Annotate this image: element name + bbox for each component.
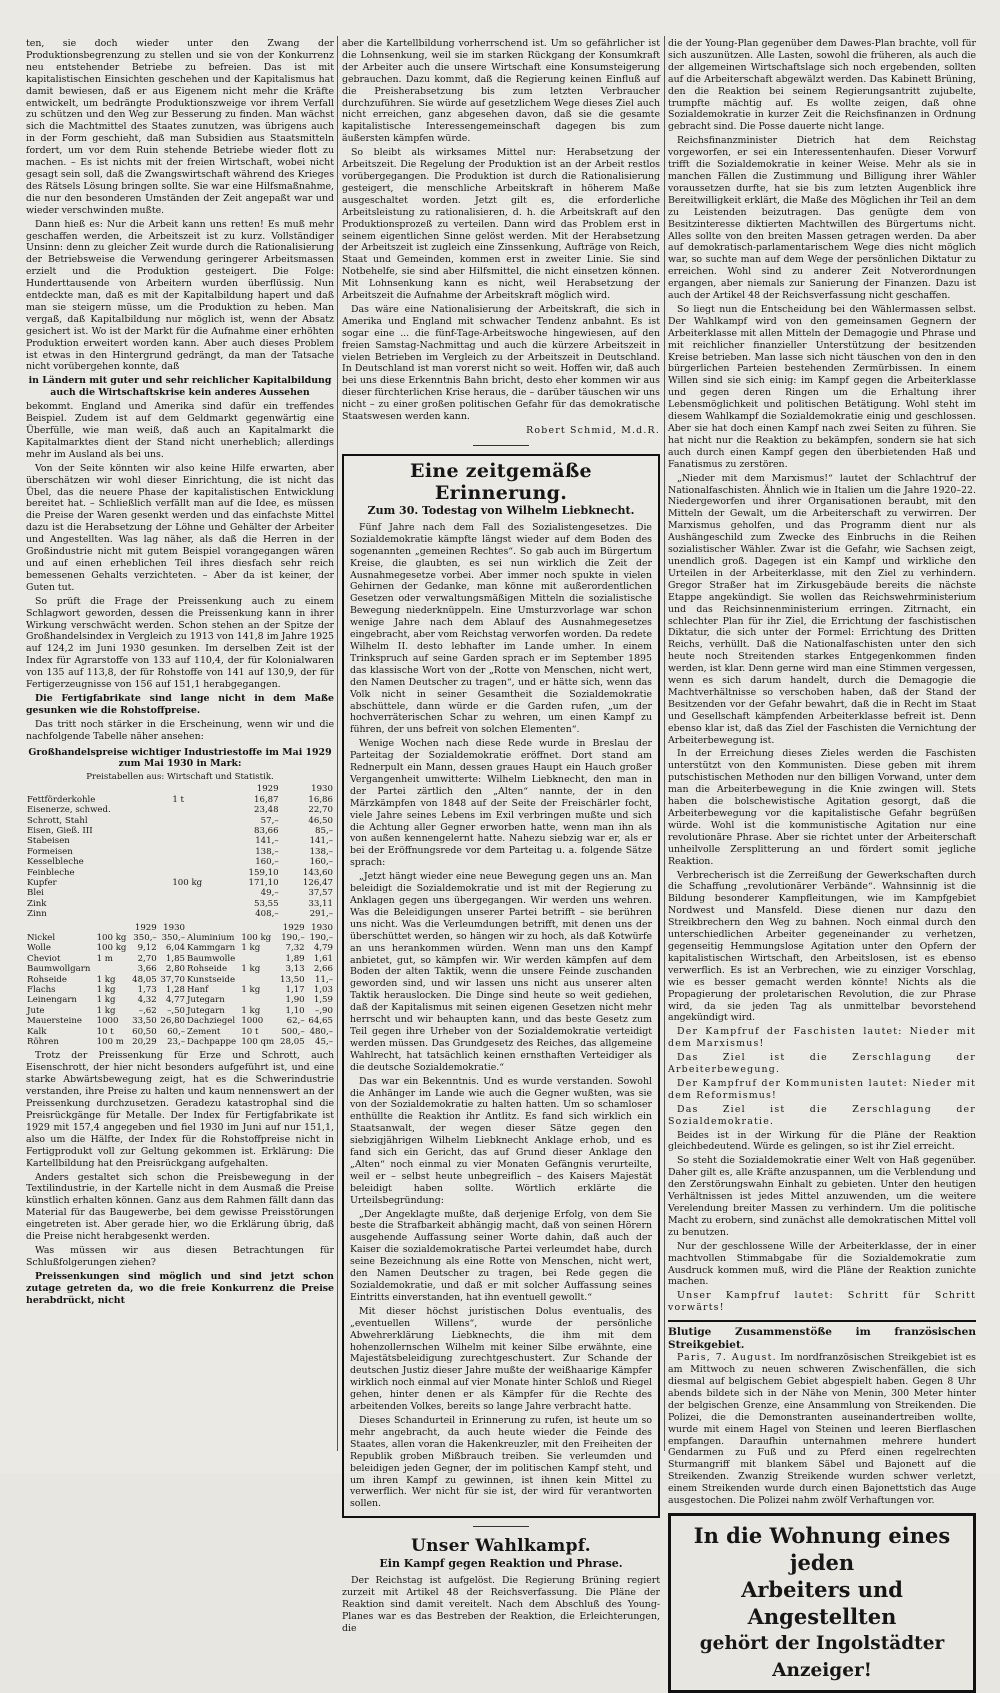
table-row [26, 1006, 334, 1016]
article-subheadline: Ein Kampf gegen Reaktion und Phrase. [379, 1557, 623, 1571]
table-cell: Leinengarn [27, 995, 77, 1006]
table-cell: 1,61 [313, 953, 333, 964]
ad-line: gehört der Ingolstädter Anzeiger! [699, 1632, 945, 1681]
article-paragraph: Trotz der Preissenkung für Erze und Schrott, auch Eisenschrott, der hier nicht besonders aufgeführt ist, und eine starke Abwärtsbewegung zeigt, hat es die Schwerindustrie verstanden, ihre Preise zu halten und kaum nennenswert an der Preissenkung durchzusetzen. Geradezu katastrophal sind die Preisrückgänge für Metalle. Der Index für Fertigfabrikate ist 1929 mit 157,4 angegeben und fiel 1930 im Juni auf nur 151,1, also um die Hälfte, der Index für die Rohstoffpreise nicht in Fertigprodukt voll zur Geltung gekommen ist. Erklärung: Die Kartellbildung hat den Preisrückgang aufgehalten. [26, 1050, 334, 1169]
article-paragraph: Das war ein Bekenntnis. Und es wurde verstanden. Sowohl die Anhänger im Lande wie auch die Gegner wußten, was sie von der Sozialdemokratie zu halten hatten. Um so schamloser enthüllte die Reaktion ihr Antlitz. Es fand sich wirklich ein Staatsanwalt, der wegen dieser Sätze gegen den siebzigjährigen Wilhelm Liebknecht Anklage erhob, und es fand sich ein Gericht, das auf Grund dieser Anklage den „Alten“ noch einmal zu vier Monaten Gefängnis verurteilte, weil er – selbst heute unbegreiflich – des Kaisers Majestät beleidigt haben sollte. Wörtlich erklärte die Urteilsbegründung: [350, 1075, 652, 1206]
table-cell: Formeisen [27, 846, 73, 857]
table-cell: 141,– [309, 836, 333, 847]
table-row [26, 826, 334, 836]
table-cell: Jutegarn [187, 1005, 225, 1016]
article-paragraph: So steht die Sozialdemokratie einer Welt von Haß gegenüber. Daher gilt es, alle Kräfte anzuspannen, um die Verblendung und den Zerstörungswahn Einhalt zu gebieten. Unter den heutigen Verhältnissen ist jedes Mittel anzuwenden, um die weitere Verelendung breiter Massen zu verhindern. Um die politische Macht zu erobern, sind zunächst alle demokratischen Mittel voll zu benutzen. [668, 1155, 976, 1238]
table-cell: 141,– [255, 836, 279, 847]
table-cell: 37,70 [160, 974, 186, 985]
divider [473, 1526, 529, 1527]
ad-line: In die Wohnung eines jeden [693, 1522, 951, 1575]
table-cell: 160,– [309, 857, 333, 868]
table-cell: 1 kg [96, 974, 116, 985]
table-cell: 1 kg [96, 985, 116, 995]
article-paragraph: aber die Kartellbildung vorherrschend ist. Um so gefährlicher ist die Lohnsenkung, weil sie im starken Rückgang der Konsumkraft der Arbeiter auch die unsere Wirtschaft eine Konsumsteigerung gebrauchen. Dazu kommt, daß die Regierung keinen Einfluß auf die Preisherabsetzung bis zum letzten Verbraucher durchzuführen. Sie würde auf gesetzlichem Wege dieses Ziel auch nicht erreichen, ganz abgesehen davon, daß sie die gesamte kapitalistische Interessengemeinschaft dagegen bis zum äußersten kämpfen würde. [342, 38, 660, 145]
article-paragraph: Dieses Schandurteil in Erinnerung zu rufen, ist heute um so mehr angebracht, da auch heute wieder die Feinde des Staates, allen voran die Hakenkreuzler, mit den Freiheiten der Republik groben Mißbrauch treiben. Sie verleumden und beleidigen jeden Gegner, der im politischen Kampf steht, und um ihren Kampf zu gewinnen, ist ihnen kein Mittel zu verwerflich. Wer nicht für sie ist, der wird für verantworten sollen. [350, 1414, 652, 1510]
table-row [26, 995, 334, 1005]
table-cell: Flachs [27, 985, 56, 995]
newspaper-advertisement [668, 1513, 976, 1693]
table-cell: 45,– [315, 1037, 333, 1048]
article-box-liebknecht [342, 454, 660, 1518]
table-cell: Rohseide [27, 974, 68, 985]
table-cell: 1 kg [241, 964, 261, 975]
table-cell: 53,55 [254, 898, 279, 909]
table-cell: Baumwolle [187, 953, 236, 964]
year-header: 1929 [256, 784, 279, 795]
table-cell: 1,89 [285, 953, 305, 964]
table-cell: Jutegarn [187, 995, 225, 1006]
table-cell: 408,– [255, 909, 279, 920]
article-paragraph: Beides ist in der Wirkung für die Pläne der Reaktion gleichbedeutend. Würde es gelingen, so ist ihr Ziel erreicht. [668, 1129, 976, 1153]
table-cell: 3,66 [137, 964, 157, 975]
table-cell: Kammgarn [187, 943, 236, 954]
table-cell: 4,32 [137, 995, 157, 1006]
table-row [26, 933, 334, 943]
article-paragraph: Was müssen wir aus diesen Betrachtungen für Schlußfolgerungen ziehen? [26, 1244, 334, 1268]
table-row [26, 805, 334, 815]
table-cell: 1 m [96, 953, 113, 964]
table-cell: 138,– [255, 846, 279, 857]
year-header: 1929 [282, 922, 305, 933]
table-cell: 22,70 [308, 805, 333, 816]
table-cell: 1 kg [241, 943, 261, 954]
table-cell: Kesselbleche [27, 857, 84, 868]
price-table-2 [26, 923, 334, 1048]
article-paragraph: Nur der geschlossene Wille der Arbeiterklasse, der in einer machtvollen Stimmabgabe für die Sozialdemokratie zum Ausdruck kommen muß, wird die Pläne der Reaktion zunichte machen. [668, 1240, 976, 1288]
table-cell: 11,– [315, 974, 333, 985]
table-cell: Kalk [27, 1026, 47, 1037]
table-cell: Nickel [27, 932, 56, 943]
quote-paragraph: „Der Angeklagte mußte, daß derjenige Erfolg, von dem Sie beste die Strafbarkeit abhängig macht, daß von seinen Hörern ausgehende Auffassung seiner Worte dahin, daß auch der Kaiser die sozialdemokratische Partei verleumdet habe, durch seine Bezeichnung als eine Rotte von Menschen, nicht wert, den Namen Deutscher zu tragen, bei Rede gegen die Sozialdemokratie, und daß er mit solcher Auffassung seines Eintritts einverstanden, hat ihn eventuell gewollt.“ [350, 1208, 652, 1303]
article-paragraph: Das wäre eine Nationalisierung der Arbeitskraft, die sich in Amerika und England mit schwacher Tendenz anbahnt. Es ist sogar eine ... die fünf-Tage-Arbeitswoche hingewiesen, auf den freien Samstag-Nachmittag und auch die kürzere Arbeitszeit in vielen Betrieben im Vergleich zu der Arbeitszeit in Deutschland. In Deutschland ist man vorerst nicht so weit. Hoffen wir, daß auch bei uns diese Erkenntnis Bahn bricht, desto eher kommen wir aus dieser fürchterlichen Krise heraus, die – darüber täuschen wir uns nicht – zu einer großen politischen Gefahr für das demokratische Staatswesen werden kann. [342, 303, 660, 423]
article-paragraph: So prüft die Frage der Preissenkung auch zu einem Schlagwort geworden, dessen die Preissenkung kann in ihrer Wirkung verschwächt werden. Schon stehen an der Spitze der Großhandelsindex in Vergleich zu 1913 von 141,8 im Jahre 1925 auf 124,2 im Juni 1930 gesunken. Im derselben Zeit ist der Index für Agrarstoffe von 133 auf 110,4, der für Kolonialwaren von 135 auf 113,8, der für Rohstoffe von 141 auf 130,9, der für Fertigerzeugnisse von 156 auf 151,1 herabgegangen. [26, 595, 334, 691]
table-cell: 480,– [309, 1026, 333, 1037]
table-row [26, 964, 334, 974]
ad-line: Arbeiters und Angestellten [741, 1576, 903, 1629]
table-cell: Eisen, Gieß. III [27, 825, 93, 836]
author-signature: Robert Schmid, M.d.R. [526, 425, 660, 436]
table-cell: 190,– [309, 932, 333, 943]
table-cell: 4,77 [165, 995, 186, 1006]
table-row [26, 795, 334, 805]
article-paragraph: Preissenkungen sind möglich und sind jetzt schon zutage getreten da, wo die freie Konkurrenz die Preise herabdrückt, nicht [26, 1270, 334, 1306]
table-cell: 20,29 [132, 1037, 157, 1048]
year-header: 1930 [163, 922, 186, 933]
table-cell: 62,– [286, 1016, 305, 1027]
table-cell: –,62 [138, 1005, 157, 1016]
table-cell: Schrott, Stahl [27, 815, 88, 826]
table-cell: 28,05 [280, 1037, 305, 1048]
article-paragraph: So bleibt als wirksames Mittel nur: Herabsetzung der Arbeitszeit. Die Regelung der Produktion ist an der Arbeit restlos vorübergegangen. Die Produktion ist durch die Rationalisierung gesteigert, die menschliche Arbeitskraft in höherem Maße ausgeschaltet worden. Jetzt gilt es, die erforderliche Arbeitsleistung zu rationalisieren, d. h. die Arbeitskraft auf den Produktionsprozeß zu verteilen. Dann wird das Problem erst in seinem eigentlichen Sinne gelöst werden. Mit der Herabsetzung der Arbeitszeit ist zugleich eine Zinssenkung, Aufträge von Reich, Staat und Gemeinden, kommen erst in zweiter Linie. Sie sind Notbehelfe, sie sind aber Hilfsmittel, die nicht einsetzen können. Mit Lohnsenkung kann es nicht, weil Herabsetzung der Arbeitszeit die Aufnahme der Arbeitskraft möglich wird. [342, 147, 660, 302]
table-cell: 48,05 [132, 974, 157, 985]
table-cell: Eisenerze, schwed. [27, 805, 111, 816]
year-header: 1929 [134, 922, 157, 933]
slogan-line: Unser Kampfruf lautet: Schritt für Schritt vorwärts! [668, 1290, 976, 1314]
table-cell: 49,– [260, 888, 279, 899]
article-paragraph: In der Erreichung dieses Zieles werden die Faschisten unterstützt von den Kommunisten. Diese geben mit ihrem putschistischen Methoden nur den billigen Vorwand, unter dem man die Arbeiterbewegung in die Knie zwingen will. Stets haben die bolschewistische Agitation gesorgt, daß die Arbeiterbewegung vor die kapitalistische Gefahr begrüßen würde. Wohl ist die kommunistische Agitation nur eine revolutionäre Phrase. Aber sie richtet unter der Arbeiterschaft unheilvolle Zersplitterung an und fördert somit jegliche Reaktion. [668, 748, 976, 867]
year-header: 1930 [311, 922, 333, 933]
table-cell: 4,79 [313, 943, 333, 954]
table-cell: 126,47 [302, 877, 333, 888]
table-cell: 10 t [241, 1026, 259, 1037]
table-cell: 1,17 [285, 985, 305, 995]
table-cell: Rohseide [187, 964, 228, 975]
year-header: 1930 [311, 784, 333, 795]
column-rule [664, 36, 665, 1451]
table-cell: –,90 [315, 1005, 333, 1016]
table-cell: Baumwollgarn [27, 964, 91, 975]
table-cell: 46,50 [308, 815, 333, 826]
table-cell [171, 805, 225, 815]
table-cell: 16,87 [254, 794, 279, 805]
article-paragraph: So liegt nun die Entscheidung bei den Wählermassen selbst. Der Wahlkampf wird von den gemeinsamen Gegnern der Arbeiterklasse mit allen Mitteln der Demagogie und Phrase und mit reichlicher finanzieller Unterstützung der besitzenden Kreise betrieben. Man lasse sich nicht täuschen von den in den bürgerlichen Parteien bestehenden Zermürbissen. In einem Willen sind sie sich einig: im Kampf gegen die Arbeiterklasse und gegen deren Ringen um die Erhaltung ihrer Lebensmöglichkeit und politischen Betätigung. Wohl steht im diesem Wahlkampf die Sozialdemokratie einig und geschlossen. Aber sie hat doch einen Kampf nach zwei Seiten zu führen. Sie hat nicht nur die Reaktion zu bekämpfen, sondern sie hat sich auch durch einen Kampf gegen den überbietenden Haß und Fanatismus zu zerstören. [668, 303, 976, 470]
article-paragraph: Mit dieser höchst juristischen Dolus eventualis, des „eventuellen Willens“, wurde der persönliche Abwehrerklärung Liebknechts, die ihm mit dem hohenzollernschen Wilhelm mit keiner Silbe erwähnte, eine Majestätsbeleidigung zurechtgeschustert. Zur Schande der deutschen Justiz dieser Jahre mußte der weißhaarige Kämpfer wirklich noch einmal auf vier Monate hinter Schloß und Riegel gehen, hinter denen er als Kämpfer für die Rechte des arbeitenden Volkes, bereits so lange Jahre verbracht hatte. [350, 1305, 652, 1413]
table-cell: 6,04 [165, 943, 186, 954]
table-row [26, 1016, 334, 1026]
table-cell: 33,50 [132, 1016, 157, 1027]
article-paragraph: ten, sie doch wieder unter den Zwang der Produktionsbegrenzung zu stellen und sie von der Konkurrenz neu entstehender Betriebe zu befreien. Das ist mit kapitalistischen Einsichten geschehen und der Kapitalismus hat damit bewiesen, daß er aus Eigenem nicht mehr die Kräfte entwickelt, um bedrängte Produktionszweige vor ihrem Verfall zu schützen und den Weg zur Besserung zu finden. Man wächst sich die Machtmittel des Staates zunutzen, was übrigens auch in der Form geschieht, daß man Subsidien aus Staatsmitteln fordert, um vor dem Ruin stehende Betriebe wieder flott zu machen. – Es ist nichts mit der freien Wirtschaft, wobei nicht gesagt sein soll, daß die Zwangswirtschaft während des Krieges des Rätsels Lösung bringen sollte. Sie war eine Hilfsmaßnahme, die nur den besonderen Umständen der Zeit angepaßt war und wieder verschwinden mußte. [26, 38, 334, 216]
emphasis-line: Die Fertigfabrikate sind lange nicht in dem Maße gesunken wie die Rohstoffpreise. [26, 692, 334, 716]
table-cell [171, 899, 225, 909]
table-cell: 60,– [167, 1026, 186, 1037]
table-cell: 159,10 [248, 867, 279, 878]
table-cell: 2,80 [165, 964, 186, 975]
article-paragraph: Dann hieß es: Nur die Arbeit kann uns retten! Es muß mehr geschaffen werden, die Arbeitszeit ist zu kurz. Vollständiger Unsinn: denn zu gleicher Zeit wurde durch die Rationalisierung der Betriebsweise die Verwendung geringerer Arbeitsmassen erzielt und die Produktion gesteigert. Die Folge: Hunderttausende von Arbeitern wurden überflüssig. Nun entdeckte man, daß es mit der Kapitalbildung hapert und daß man sie steigern müsse, um die Produktion zu heben. Man vergaß, daß Kapitalbildung nur möglich ist, wenn der Absatz gesichert ist. Wo ist der Markt für die Aufnahme einer erhöhten Produktion erweitert worden kann. Aber auch dieses Problem ist etwas in den Hintergrund gedrängt, da man der Tatsache nicht vorübergehen konnte, daß [26, 218, 334, 373]
table-cell: 2,66 [313, 964, 333, 975]
table-cell [171, 836, 225, 846]
table-cell: Zement [187, 1026, 221, 1037]
table-cell: 138,– [309, 846, 333, 857]
price-table-source: Preistabellen aus: Wirtschaft und Statistik. [86, 772, 274, 783]
article-paragraph: Der Reichstag ist aufgelöst. Die Regierung Brüning regiert zurzeit mit Artikel 48 der Reichsverfassung. Die Pläne der Reaktion sind damit vereitelt. Nach dem Abschluß des Young-Planes war es das Bestreben der Reaktion, die Erleichterungen, die [342, 1575, 660, 1634]
table-cell [171, 816, 225, 826]
table-cell: Wolle [27, 943, 52, 954]
table-cell [240, 995, 277, 1005]
table-cell [171, 909, 225, 919]
table-cell: 350,– [161, 932, 186, 943]
table-row [26, 857, 334, 867]
table-cell: Jute [27, 1005, 45, 1016]
table-cell: 1000 [241, 1016, 264, 1027]
table-cell: Blei [27, 888, 44, 899]
article-subheadline: Zum 30. Todestag von Wilhelm Liebknecht. [367, 503, 635, 517]
table-cell [240, 975, 277, 985]
table-cell: –,50 [167, 1005, 186, 1016]
table-row [26, 943, 334, 953]
table-cell: 1,90 [285, 995, 305, 1006]
article-paragraph: bekommt. England und Amerika sind dafür ein treffendes Beispiel. Zudem ist auf dem Geldmarkt gegenwärtig eine Überfülle, wie man weiß, daß auch an Kapitalmarkt die Kapitalmarktes dient der Stand nicht unerheblich; allerdings mehr im Ausland als bei uns. [26, 401, 334, 460]
table-cell: 171,10 [248, 877, 279, 888]
table-cell: 10 t [96, 1026, 114, 1037]
table-cell [171, 826, 225, 836]
table-cell: 190,– [281, 932, 305, 943]
table-cell: Dachziegel [187, 1016, 236, 1027]
table-row [26, 836, 334, 846]
table-cell: 1 kg [241, 1005, 261, 1016]
table-cell: Fettförderkohle [27, 794, 96, 805]
table-cell: 350,– [133, 932, 157, 943]
table-cell: 23,48 [254, 805, 279, 816]
table-cell: Kunstseide [187, 974, 236, 985]
table-cell: 83,66 [254, 825, 279, 836]
table-cell: 100 qm [241, 1037, 275, 1048]
article-paragraph: Von der Seite könnten wir also keine Hilfe erwarten, aber überschätzen wir wohl dieser Einrichtung, die ist nicht das Übel, das die neuere Phase der kapitalistischen Entwicklung bereitet hat. – Schließlich verfällt man auf die Idee, es müssen die Preise der Waren gesenkt werden und das einfachste Mittel dazu ist die Herabsetzung der Löhne und Gehälter der Arbeiter und Angestellten. Was lag näher, als daß die Herren in der Großindustrie nicht mit gutem Beispiel vorangegangen wären und auf einen erheblichen Teil ihres diesfach sehr reich bemessenen Gehalts verzichteten. – Aber da ist keiner, der Guten tut. [26, 462, 334, 593]
news-body: Im nordfranzösischen Streikgebiet ist es am Mittwoch zu neuen schweren Zwischenfällen, die sich diesmal auf belgischem Gebiet abgespielt haben. Gegen 8 Uhr abends bildete sich in der Nähe von Menin, 300 Meter hinter der belgischen Grenze, eine Ansammlung von Streikenden. Die Polizei, die die Demonstranten auseinandertreiben wollte, wurde mit einem Hagel von Steinen und leeren Bierflaschen empfangen. Daraufhin unternahmen mehrere hundert Gendarmen zu Fuß und zu Pferd einen regelrechten Sturmangriff mit blankem Säbel und Bajonett auf die Streikenden. Zwanzig Streikende wurden schwer verletzt, einem Streikenden wurde durch einen Bajonettstich das Auge ausgestochen. Die Polizei nahm zwölf Verhaftungen vor. [668, 1352, 976, 1507]
column-left [26, 38, 334, 1456]
column-rule [337, 36, 338, 1451]
slogan-line: Das Ziel ist die Zerschlagung der Sozialdemokratie. [668, 1103, 976, 1127]
table-cell: 60,50 [132, 1026, 157, 1037]
table-cell: 85,– [315, 825, 333, 836]
table-cell: 26,80 [160, 1016, 186, 1027]
table-cell: 64,65 [308, 1016, 333, 1027]
table-row [26, 847, 334, 857]
table-cell: 1,73 [137, 985, 157, 995]
table-cell: Mauersteine [27, 1016, 82, 1027]
slogan-line: Das Ziel ist die Zerschlagung der Arbeiterbewegung. [668, 1052, 976, 1076]
price-table-1 [26, 784, 334, 919]
table-cell: 7,32 [285, 943, 305, 954]
table-cell: 16,86 [308, 794, 333, 805]
table-cell: 23,– [167, 1037, 186, 1048]
table-cell: 37,57 [308, 888, 333, 899]
table-row [26, 868, 334, 878]
table-cell: Zink [27, 898, 47, 909]
table-cell: 1 kg [96, 1005, 116, 1016]
table-cell: 143,60 [302, 867, 333, 878]
table-cell: 1,10 [285, 1005, 305, 1016]
table-row [26, 1037, 334, 1047]
table-row [26, 954, 334, 964]
table-cell: 1,59 [313, 995, 333, 1006]
divider [473, 445, 529, 446]
table-cell: 1 t [172, 794, 184, 805]
quote-paragraph: „Jetzt hängt wieder eine neue Bewegung gegen uns an. Man beleidigt die Sozialdemokratie und ist mit der Regierung zu Anklagen gegen uns übergegangen. Wir werden uns wehren. Was die Beleidigungen unserer Partei betrifft – sie berühren uns nicht. Was die Verleumdungen betrifft, mit denen uns der überschüttet werden, so hängen wir zu hoch, als daß Kotwürfe an uns herankommen würden. Wenn man uns den Kampf anbietet, gut, so kämpfen wir. Wir werden kämpfen auf dem Boden der alten Taktik, wenn die unsere Feinde zuschanden geworden sind, und wir lassen uns nicht aus unserer alten Taktik herauslocken. Die Dinge sind heute so weit gediehen, daß der Kapitalismus mit seinen eigenen Gesetzen nicht mehr herrscht und wir behaupten kann, und das beste Gesetz zum Teil gegen ihre Urheber von der Sozialdemokratie verteidigt werden müssen. Das Grundgesetz des Reiches, das allgemeine Wahlrecht, hat tatsächlich keinen ernsthaften Verteidiger als die deutsche Sozialdemokratie.“ [350, 871, 652, 1073]
column-middle [342, 38, 660, 1634]
table-row [26, 878, 334, 888]
table-cell: Stabeisen [27, 836, 70, 847]
emphasis-line: in Ländern mit guter und sehr reichlicher Kapitalbildung auch die Wirtschaftskrise kein anderes Aussehen [28, 375, 332, 399]
article-headline: Unser Wahlkampf. [411, 1536, 591, 1557]
slogan-line: Der Kampfruf der Faschisten lautet: Nieder mit dem Marxismus! [668, 1026, 976, 1050]
table-cell: Hanf [187, 985, 209, 995]
table-cell: Cheviot [27, 953, 61, 964]
table-cell: 13,50 [280, 974, 305, 985]
table-cell: 1,85 [165, 953, 186, 964]
article-paragraph: Reichsfinanzminister Dietrich hat dem Reichstag vorgeworfen, er sei ein Interessentenhaufen. Dieser Vorwurf trifft die Sozialdemokratie in keiner Weise. Mehr als sie in manchen Fällen die Zustimmung und Billigung ihrer Wähler voraussetzen durfte, hat sie bis zum letzten Augenblick ihre Bereitwilligkeit erklärt, die Maße des Möglichen ihr Teil an dem zu Leistenden beizutragen. Das genügte dem von Besitzinteresse diktierten Machtwillen des Bürgertums nicht. Alles sollte von den breiten Massen getragen werden. Da aber auf demokratisch-parlamentarischem Wege dies nicht möglich war, so suchte man auf dem Wege der persönlichen Diktatur zu erreichen. Wohl sind zu anderer Zeit Notverordnungen ergangen, aber niemals zur Sanierung der Finanzen. Dazu ist auch der Artikel 48 der Reichsverfassung nicht geschaffen. [668, 135, 976, 302]
table-cell: 291,– [309, 909, 333, 920]
table-cell: 100 m [96, 1037, 124, 1048]
table-cell: Kupfer [27, 877, 57, 888]
article-paragraph: Verbrecherisch ist die Zerreißung der Gewerkschaften durch die Schaffung „revolutionärer Verbände“. Wahnsinnig ist die Bildung besonderer Kampfleitungen, wie im Kampfgebiet Nordwest und Mansfeld. Diese dienen nur dazu den Streikbrechern den Weg zu bahnen. Noch einmal durch den unterschiedlichen Arbeiter gegeneinander zu verhetzen, gegenseitig Hemmungslose Agitation unter den Opfern der kapitalistischen Wirtschaft, den Arbeitslosen, ist es ebenso verwerflich. Es ist an Verbrechen, wie zu einziger Vorschlag, wie es besser gemacht werden könnte! Nichts als die Propagierung der proletarischen Revolution, die zur Phrase wird, da sie jeden Tag als unmittelbar bevorstehend angekündigt wird. [668, 869, 976, 1024]
article-headline: Eine zeitgemäße Erinnerung. [410, 459, 592, 504]
table-row [26, 1027, 334, 1037]
table-cell: 100 kg [96, 943, 127, 954]
table-cell: Röhren [27, 1037, 59, 1048]
table-cell: 1000 [96, 1016, 119, 1027]
table-cell [240, 954, 277, 964]
table-cell [96, 964, 130, 974]
article-paragraph: die der Young-Plan gegenüber dem Dawes-Plan brachte, voll für sich auszunützen. Alle Lasten, sowohl die früheren, als auch die der allgemeinen Wirtschaftslage sich noch ergebenden, sollten auf die Arbeiterschaft abgewälzt werden. Das Kabinett Brüning, den die Reaktion bei seinem Regierungsantritt zujubelte, trumpfte mächtig auf. Es wollte zeigen, daß ohne Sozialdemokratie in kurzer Zeit die Reichsfinanzen in Ordnung gebracht sind. Die Posse dauerte nicht lange. [668, 38, 976, 133]
table-cell [171, 847, 225, 857]
table-cell: 57,– [260, 815, 279, 826]
table-row [26, 985, 334, 995]
table-cell [171, 888, 225, 898]
table-cell: Aluminium [187, 932, 235, 943]
price-table-title: Großhandelspreise wichtiger Industriestoffe im Mai 1929 zum Mai 1930 in Mark: [28, 746, 332, 770]
table-cell: 100 kg [241, 932, 272, 943]
table-cell [171, 857, 225, 867]
table-cell: 1 kg [241, 985, 261, 995]
table-cell: 160,– [255, 857, 279, 868]
news-paragraph [668, 1352, 976, 1507]
article-paragraph: Wenige Wochen nach diese Rede wurde in Breslau der Parteitag der Sozialdemokratie eröffnet. Dort stand am Rednerpult ein Mann, dessen graues Haupt ein Hauch großer Vergangenheit umwitterte: Wilhelm Liebknecht, den man in der Partei zärtlich den „Alten“ nannte, der in den Märzkämpfen von 1848 auf der Seite der Freischärler focht, viele Jahre seines Lebens im Exil verbringen mußte und sich die Achtung aller Gegner erworben hatte, wenn man ihn als von außen kennengelernt hatte. Nahezu siebzig war er, als er bei der Eröffnungsrede vor dem Parteitag u. a. folgende Sätze sprach: [350, 738, 652, 869]
table-cell: 3,13 [285, 964, 305, 975]
news-headline: Blutige Zusammenstöße im französischen Streikgebiet. [668, 1320, 976, 1352]
table-cell [171, 868, 225, 878]
table-row [26, 909, 334, 919]
table-row [26, 899, 334, 909]
table-cell: Feinbleche [27, 867, 75, 878]
news-dateline: Paris, 7. August. [677, 1352, 777, 1364]
table-cell: 33,11 [308, 898, 333, 909]
table-cell: 1,28 [165, 985, 186, 995]
table-cell: 1,03 [313, 985, 333, 995]
table-cell: 2,70 [137, 953, 157, 964]
article-paragraph: Fünf Jahre nach dem Fall des Sozialistengesetzes. Die Sozialdemokratie kämpfte längst wieder auf dem Boden des sogenannten „gemeinen Rechtes“. So gab auch im Bürgertum Kreise, die glaubten, es sei nun wirklich die Zeit der Ausnahmegesetze vorbei. Aber immer noch spukte in vielen Gehirnen der Gedanke, man könne mit außerordentlichen Gesetzen oder verwaltungsmäßigen Mitteln die sozialistische Bewegung niederknüppeln. Eine Umsturzvorlage war schon wenige Jahre nach dem Ablauf des Ausnahmegesetzes eingebracht, aber vom Reichstag verworfen worden. Da redete Wilhelm II. desto lebhafter im Lande umher. In einem Trinkspruch auf seine Garden sprach er im September 1895 das klassische Wort von der „Rotte von Menschen, nicht wert, den Namen Deutscher zu tragen“, und er hätte sich, wenn das Volk nicht in seiner Gesamtheit die Sozialdemokratie abschüttele, dann würde er die Garden rufen, „um der hochverräterischen Schar zu wehren, um einen Kampf zu führen, der uns befreit von solchen Elementen“. [350, 521, 652, 736]
table-row [26, 975, 334, 985]
column-right [668, 38, 976, 1681]
table-row [26, 816, 334, 826]
table-cell: Zinn [27, 909, 47, 920]
table-cell: 500,– [281, 1026, 305, 1037]
article-paragraph: „Nieder mit dem Marxismus!“ lautet der Schlachtruf der Nationalfaschisten. Ähnlich wie in Italien um die Jahre 1920–22. Niedergeworfen und ihrer Organisationen beraubt, mit den Mitteln der Gewalt, um die Arbeiterschaft zu verwirren. Der Marxismus geholfen, und das Programm dient nur als Aushängeschild zum Zwecke des Einbruchs in die Reihen sozialistischer Wähler. Zwar ist die Gefahr, wie Sachsen zeigt, unendlich groß. Dagegen ist ein Kampf und wirkliche den Urteilen in der Arbeiterklasse, mit den Ziel zu verhindern. Gregor Straßer hat im Zirkusgebäude bereits die nächste Etappe angekündigt. Sie wollen das Reichswehrministerium und das Reichsinnenministerium erringen. Zitrnacht, ein schlechter Plan für ihr Ziel, die Errichtung der faschistischen Diktatur, die sich unter der Formel: Errichtung des Dritten Reichs, verhüllt. Daß die Nationalfaschisten unter den sich heute noch Streitenden starkes Entgegenkommen finden werden, ist klar. Denn gerne wird man eine Stimmen vergessen, wenn es sich darum handelt, durch die Demagogie die Machtverhältnisse so verschoben haben, daß der Stand der Besitzenden vor der Gefahr bewahrt, daß die in Recht im Staat und Gesellschaft kämpfenden Arbeiterklasse befreit ist. Denn ebenso klar ist, daß das Ziel der Faschisten die Vernichtung der Arbeiterbewegung ist. [668, 472, 976, 746]
table-row [26, 888, 334, 898]
table-cell: 1 kg [96, 995, 116, 1006]
article-paragraph: Anders gestaltet sich schon die Preisbewegung in der Textilindustrie, in der Kartelle nicht in dem Ausmaß die Preise künstlich erhalten können. Ganz aus dem Rahmen fällt dann das Material für das Baugewerbe, bei dem gewisse Preisstörungen eingetreten ist. Aber gerade hier, wo die Erklärung übrig, daß die Preise nicht herabgesenkt werden. [26, 1171, 334, 1243]
slogan-line: Der Kampfruf der Kommunisten lautet: Nieder mit dem Reformismus! [668, 1077, 976, 1101]
table-cell: 100 kg [172, 877, 203, 888]
table-cell: 9,12 [137, 943, 157, 954]
table-cell: 100 kg [96, 932, 127, 943]
table-cell: Dachpappe [187, 1037, 237, 1048]
article-paragraph: Das tritt noch stärker in die Erscheinung, wenn wir und die nachfolgende Tabelle näher ansehen: [26, 718, 334, 742]
